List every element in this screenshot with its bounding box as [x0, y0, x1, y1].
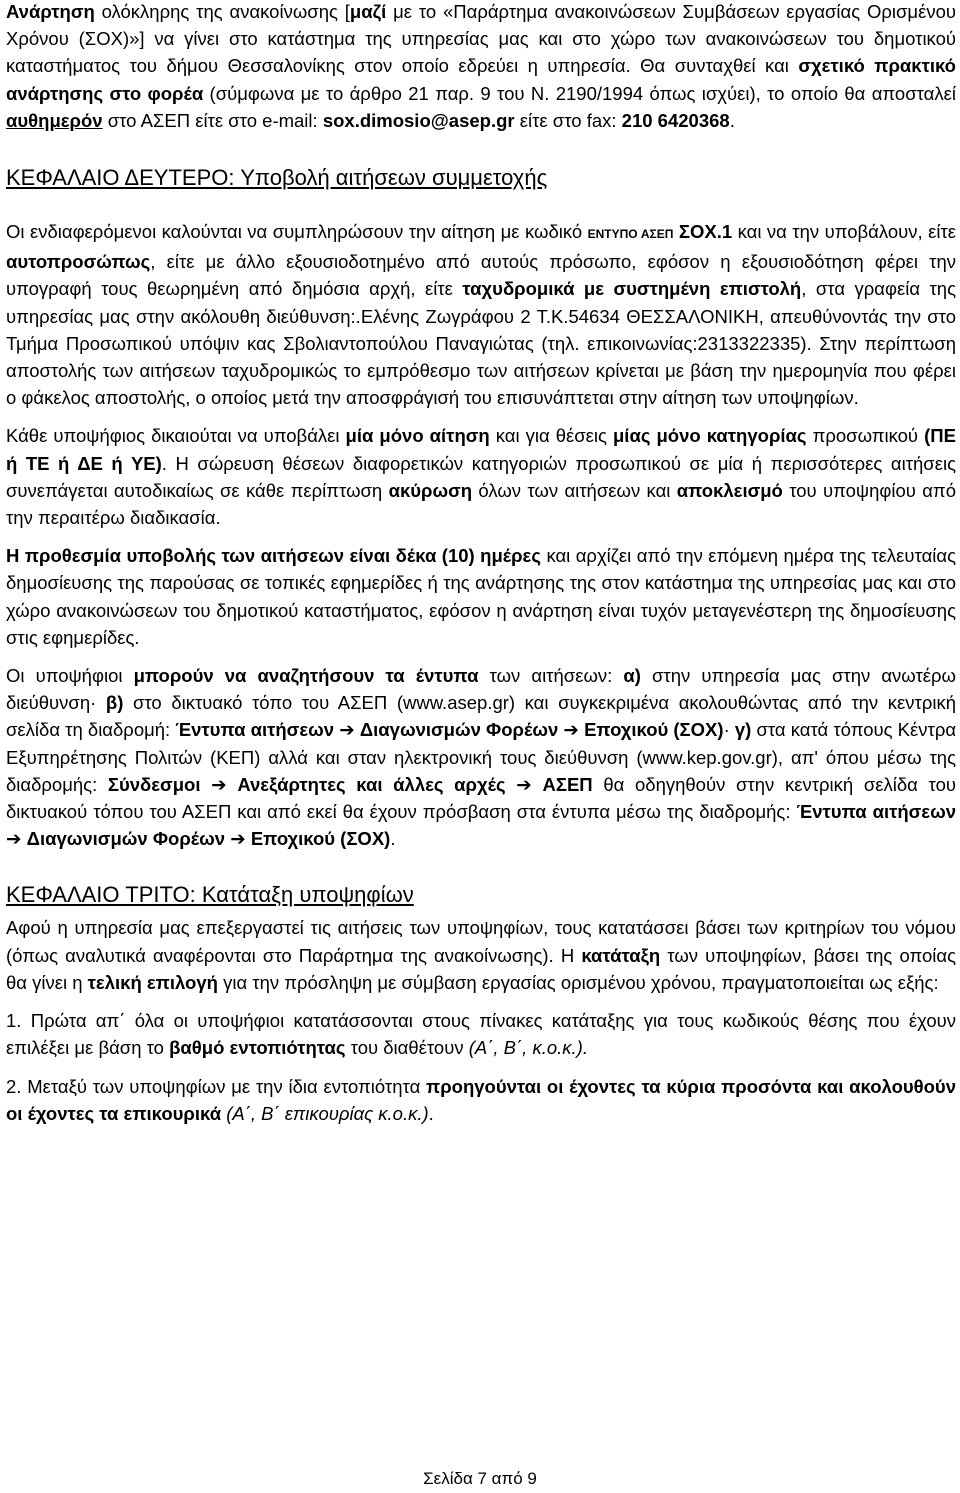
fax-number: 210 6420368	[621, 109, 730, 131]
arrow-right-icon: ➔	[339, 719, 355, 741]
arrow-right-icon: ➔	[6, 828, 22, 850]
arrow-right-icon: ➔	[230, 828, 246, 850]
page-number: Σελίδα 7 από 9	[423, 1469, 537, 1488]
ranking-intro-paragraph: Αφού η υπηρεσία μας επεξεργαστεί τις αιτήσεις των υποψηφίων, τους κατατάσσει βάσει των κριτηρίων του νόμου (όπως αναλυτικά αναφέρονται στο Παράρτημα της ανακοίνωσης). Η κατάταξη των υποψηφίων, βάσει της οποίας θα γίνει η τελική επιλογή για την πρόσληψη με σύμβαση εργασίας ορισμένου χρόνου, πραγματοποιείται ως εξής:	[6, 917, 956, 993]
email-address: sox.dimosio@asep.gr	[322, 109, 515, 131]
chapter-two-heading: ΚΕΦΑΛΑΙΟ ΔΕΥΤΕΡΟ: Υποβολή αιτήσεων συμμετοχής	[6, 165, 548, 191]
document-page	[6, 0, 956, 1127]
form-code-prefix: ΕΝΤΥΠΟ ΑΣΕΠ	[587, 227, 674, 242]
form-code: ΣΟΧ.1	[673, 221, 733, 243]
submission-paragraph: Οι ενδιαφερόμενοι καλούνται να συμπληρώσουν την αίτηση με κωδικό ΕΝΤΥΠΟ ΑΣΕΠ ΣΟΧ.1 και να την υποβάλουν, είτε αυτοπροσώπως, είτε με άλλο εξουσιοδοτημένο από αυτούς πρόσωπο, εφόσον η εξουσιοδότηση φέρει την υπογραφή τους θεωρημένη από δημόσια αρχή, είτε ταχυδρομικά με συστημένη επιστολή, στα γραφεία της υπηρεσίας μας στην ακόλουθη διεύθυνση:.Ελένης Ζωγράφου 2 Τ.Κ.54634 ΘΕΣΣΑΛΟΝΙΚΗ, απευθύνοντάς την στο Τμήμα Προσωπικού υπόψιν κας Σβολιαντοπούλου Παναγιώτας (τηλ. επικοινωνίας:2313322335). Στην περίπτωση αποστολής των αιτήσεων ταχυδρομικώς το εμπρόθεσμο των αιτήσεων κρίνεται με βάση την ημερομηνία που φέρει ο φάκελος αποστολής, ο οποίος μετά την αποσφράγισή του επισυνάπτεται στην αίτηση των υποψηφίων.	[6, 221, 957, 409]
forms-availability-paragraph: Οι υποψήφιοι μπορούν να αναζητήσουν τα έντυπα των αιτήσεων: α) στην υπηρεσία μας στην ανωτέρω διεύθυνση· β) στο δικτυακό τόπο του ΑΣΕΠ (www.asep.gr) και συγκεκριμένα ακολουθώντας από την κεντρική σελίδα τη διαδρομή: Έντυπα αιτήσεων ➔ Διαγωνισμών Φορέων ➔ Εποχικού (ΣΟΧ)· γ) στα κατά τόπους Κέντρα Εξυπηρέτησης Πολιτών (ΚΕΠ) αλλά και σταν ηλεκτρονική τους διεύθυνση (www.kep.gov.gr), απ' όπου μέσω της διαδρομής: Σύνδεσμοι ➔ Ανεξάρτητες και άλλες αρχές ➔ ΑΣΕΠ θα οδηγηθούν στην κεντρική σελίδα του δικτυακού τόπου του ΑΣΕΠ και από εκεί θα έχουν πρόσβαση στα έντυπα μέσω της διαδρομής: Έντυπα αιτήσεων ➔ Διαγωνισμών Φορέων ➔ Εποχικού (ΣΟΧ).	[6, 665, 957, 850]
ranking-item-1: 1. Πρώτα απ΄ όλα οι υποψήφιοι κατατάσσονται στους πίνακες κατάταξης για τους κωδικούς θέσης που έχουν επιλέξει με βάση το βαθμό εντοπιότητας του διαθέτουν (Α΄, Β΄, κ.ο.κ.).	[6, 1010, 956, 1059]
arrow-right-icon: ➔	[563, 719, 579, 741]
deadline-paragraph: Η προθεσμία υποβολής των αιτήσεων είναι δέκα (10) ημέρες και αρχίζει από την επόμενη ημέρα της τελευταίας δημοσίευσης της παρούσας σε τοπικές εφημερίδες ή της ανάρτησης της στον κατάστημα της υπηρεσίας μας και στο χώρο ανακοινώσεων του δημοτικού καταστήματος, εφόσον η ανάρτηση είναι τυχόν μεταγενέστερη της δημοσίευσης στις εφημερίδες.	[6, 545, 957, 648]
arrow-right-icon: ➔	[516, 773, 532, 795]
arrow-right-icon: ➔	[211, 773, 227, 795]
chapter-three-heading: ΚΕΦΑΛΑΙΟ ΤΡΙΤΟ: Κατάταξη υποψηφίων	[6, 882, 414, 908]
single-application-paragraph: Κάθε υποψήφιος δικαιούται να υποβάλει μία μόνο αίτηση και για θέσεις μίας μόνο κατηγορίας προσωπικού (ΠΕ ή ΤΕ ή ΔΕ ή ΥΕ). Η σώρευση θέσεων διαφορετικών κατηγοριών προσωπικού σε μία ή περισσότερες αιτήσεις συνεπάγεται αυτοδικαίως σε κάθε περίπτωση ακύρωση όλων των αιτήσεων και αποκλεισμό του υποψηφίου από την περαιτέρω διαδικασία.	[6, 425, 956, 529]
ranking-item-2: 2. Μεταξύ των υποψηφίων με την ίδια εντοπιότητα προηγούνται οι έχοντες τα κύρια προσόντα και ακολουθούν οι έχοντες τα επικουρικά (Α΄, Β΄ επικουρίας κ.ο.κ.).	[6, 1075, 956, 1124]
posting-paragraph: Ανάρτηση ολόκληρης της ανακοίνωσης [μαζί με το «Παράρτημα ανακοινώσεων Συμβάσεων εργασίας Ορισμένου Χρόνου (ΣΟΧ)»] να γίνει στο κατάστημα της υπηρεσίας μας και στο χώρο των ανακοινώσεων του δημοτικού καταστήματος του δήμου Θεσσαλονίκης στον οποίο εδρεύει η υπηρεσία. Θα συνταχθεί και σχετικό πρακτικό ανάρτησης στο φορέα (σύμφωνα με το άρθρο 21 παρ. 9 του Ν. 2190/1994 όπως ισχύει), το οποίο θα αποσταλεί αυθημερόν στο ΑΣΕΠ είτε στο e-mail: sox.dimosio@asep.gr είτε στο fax: 210 6420368.	[6, 1, 956, 131]
